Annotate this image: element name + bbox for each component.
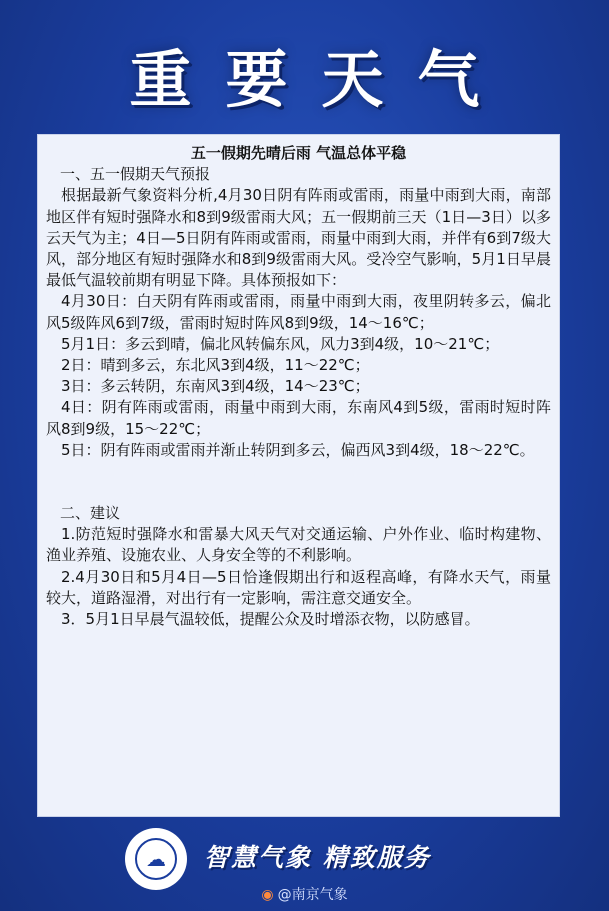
weibo-icon: ◉: [261, 887, 274, 903]
forecast-item: 2日：晴到多云，东北风3到4级，11～22℃；: [61, 356, 370, 375]
weibo-handle[interactable]: [0, 884, 609, 904]
page-title: 重要天气: [129, 43, 514, 116]
intro-paragraph: 根据最新气象资料分析,4月30日阴有阵雨或雷雨，雨量中雨到大雨，南部地区伴有短时强降水和8到9级雷雨大风；五一假期前三天（1日—3日）以多云天气为主；4日—5日阴有阵雨或雷雨，雨量中雨到大雨，并伴有6到7级大风，部分地区有短时强降水和8到9级雷雨大风。受冷空气影响，5月1日早晨最低气温较前期有明显下降。具体预报如下：: [46, 186, 551, 290]
weibo-handle-text: @南京气象: [277, 887, 348, 903]
notice-card: [37, 134, 560, 817]
article-title: 五一假期先晴后雨 气温总体平稳: [190, 144, 407, 162]
section2-heading: 二、建议: [60, 504, 121, 523]
forecast-item: 5日：阴有阵雨或雷雨并渐止转阴到多云，偏西风3到4级，18～22℃。: [61, 440, 535, 459]
advice-item: 2.4月30日和5月4日—5日恰逢假期出行和返程高峰，有降水天气，雨量较大，道路湿滑，对出行有一定影响，需注意交通安全。: [46, 567, 551, 607]
slogan: 智慧气象 精致服务: [204, 843, 431, 872]
footer: [0, 828, 609, 888]
forecast-item: 4日：阴有阵雨或雷雨，雨量中雨到大雨，东南风4到5级，雷雨时短时阵风8到9级，15～22℃；: [46, 398, 551, 438]
cloud-icon: ☁: [135, 838, 177, 880]
spacer: [46, 461, 551, 503]
advice-item: 3．5月1日早晨气温较低，提醒公众及时增添衣物，以防感冒。: [61, 610, 480, 629]
forecast-item: 4月30日：白天阴有阵雨或雷雨，雨量中雨到大雨，夜里阴转多云，偏北风5级阵风6到7级，雷雨时短时阵风8到9级，14～16℃；: [46, 292, 551, 332]
section1-heading: 一、五一假期天气预报: [60, 165, 211, 184]
meteorological-bureau-logo: [125, 828, 187, 890]
forecast-item: 5月1日：多云到晴，偏北风转偏东风，风力3到4级，10～21℃；: [61, 334, 500, 353]
forecast-item: 3日：多云转阴，东南风3到4级，14～23℃；: [61, 377, 370, 396]
advice-item: 1.防范短时强降水和雷暴大风天气对交通运输、户外作业、临时构建物、渔业养殖、设施农业、人身安全等的不利影响。: [46, 525, 551, 565]
